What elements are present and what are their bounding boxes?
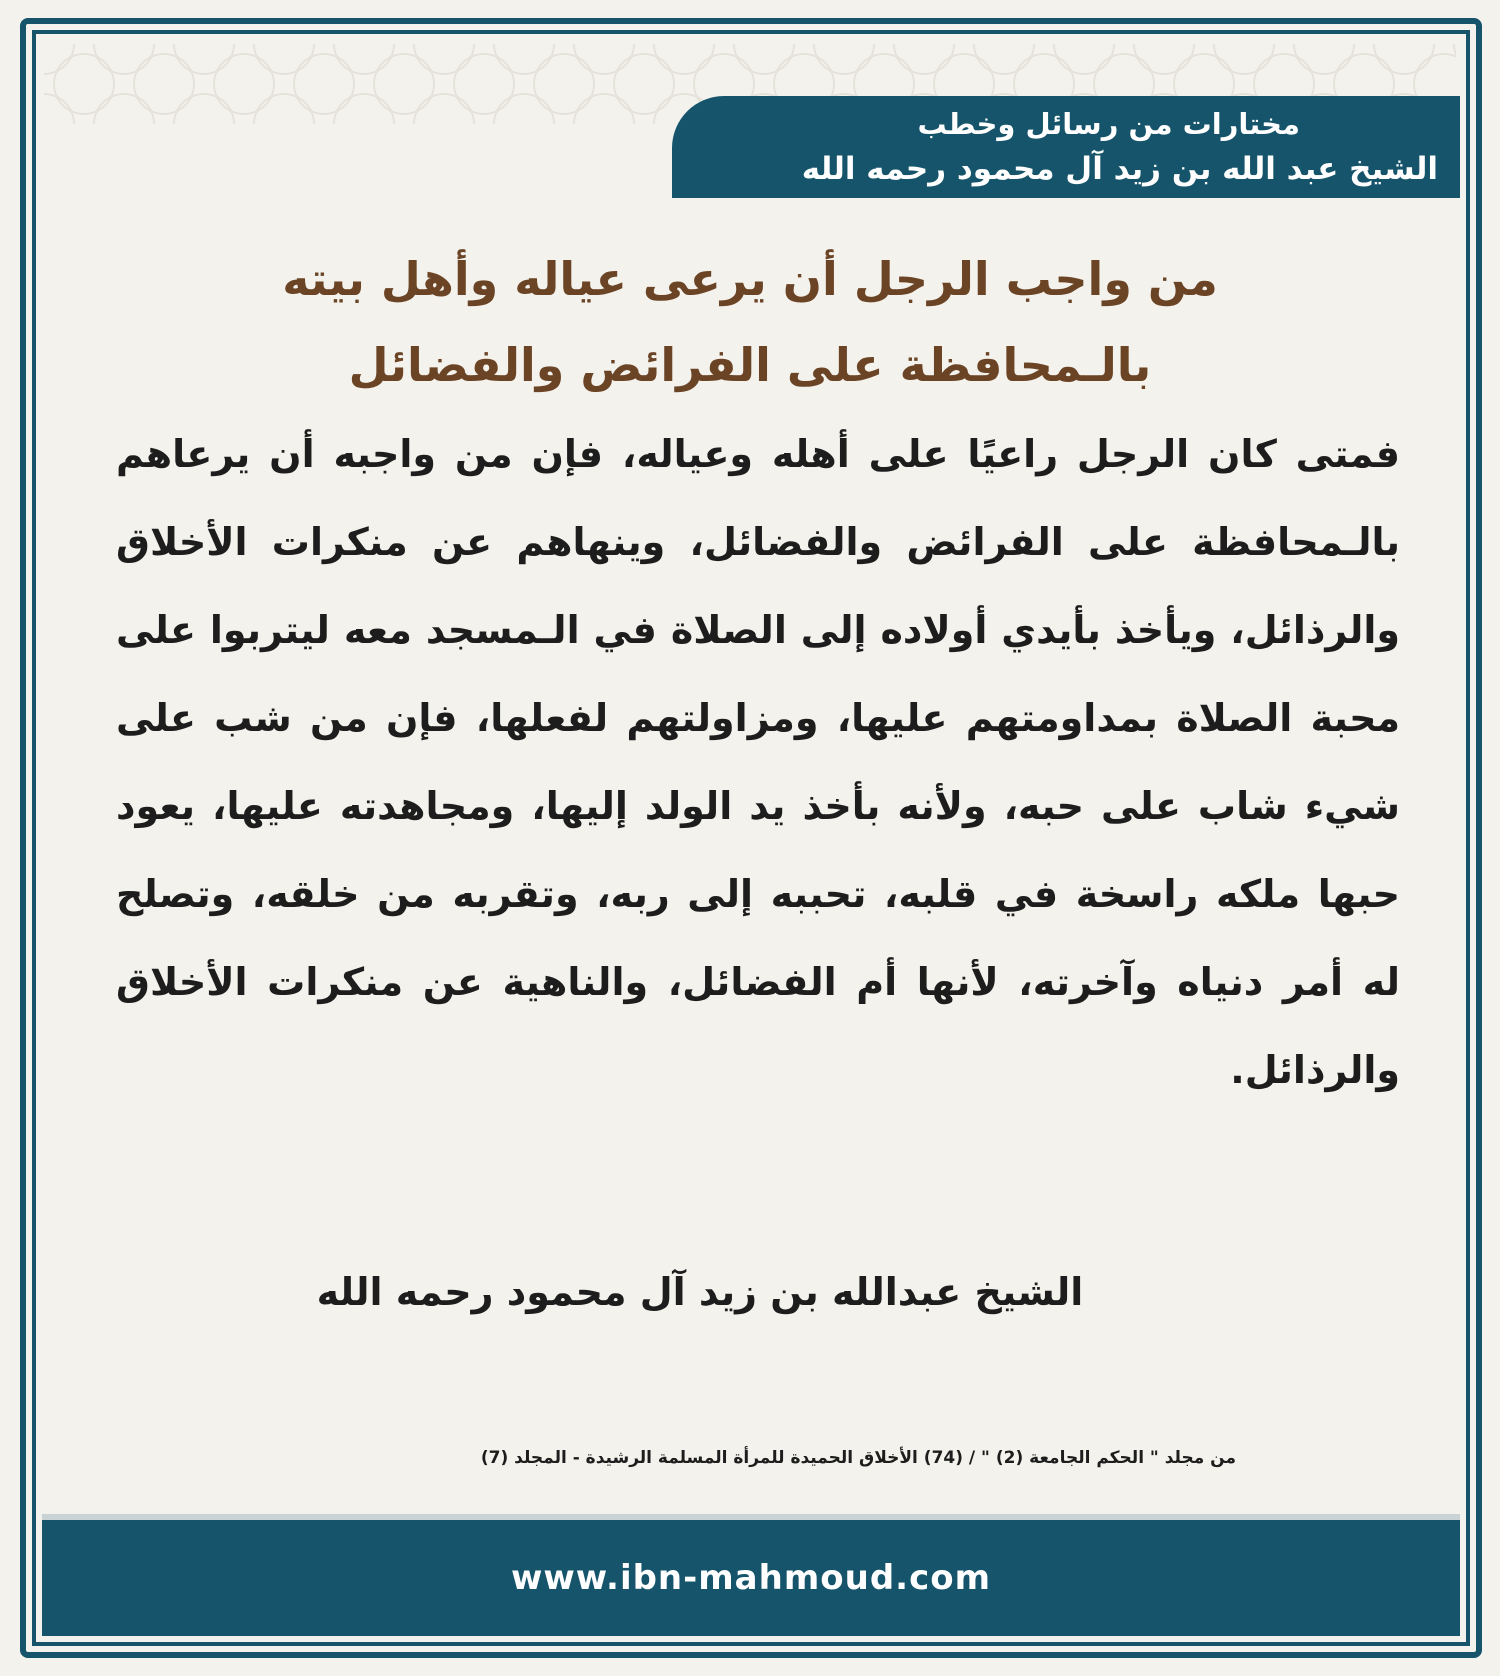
source-citation: من مجلد " الحكم الجامعة (2) " / (74) الأخلاق الحميدة للمرأة المسلمة الرشيدة - المجلد (7)	[480, 1448, 1236, 1468]
author-signature: الشيخ عبدالله بن زيد آل محمود رحمه الله	[316, 1270, 1084, 1314]
website-link[interactable]: www.ibn-mahmoud.com	[510, 1558, 992, 1598]
header-banner	[672, 96, 1460, 198]
header-subtitle: مختارات من رسائل وخطب	[917, 107, 1300, 141]
header-author: الشيخ عبد الله بن زيد آل محمود رحمه الله	[801, 151, 1438, 187]
footer-banner	[42, 1514, 1460, 1636]
body-paragraph: فمتى كان الرجل راعيًا على أهله وعياله، فإن من واجبه أن يرعاهم بالـمحافظة على الفرائض والفضائل، وينهاهم عن منكرات الأخلاق والرذائل، ويأخذ بأيدي أولاده إلى الصلاة في الـمسجد معه ليتربوا على محبة الصلاة بمداومتهم عليها، ومزاولتهم لفعلها، فإن من شب على شيء شاب على حبه، ولأنه بأخذ يد الولد إليها، ومجاهدته عليها، يعود حبها ملكه راسخة في قلبه، تحببه إلى ربه، وتقربه من خلقه، وتصلح له أمر دنياه وآخرته، لأنها أم الفضائل، والناهية عن منكرات الأخلاق والرذائل.	[116, 432, 1400, 1092]
page-title: من واجب الرجل أن يرعى عياله وأهل بيته بالـمحافظة على الفرائض والفضائل	[282, 252, 1218, 392]
